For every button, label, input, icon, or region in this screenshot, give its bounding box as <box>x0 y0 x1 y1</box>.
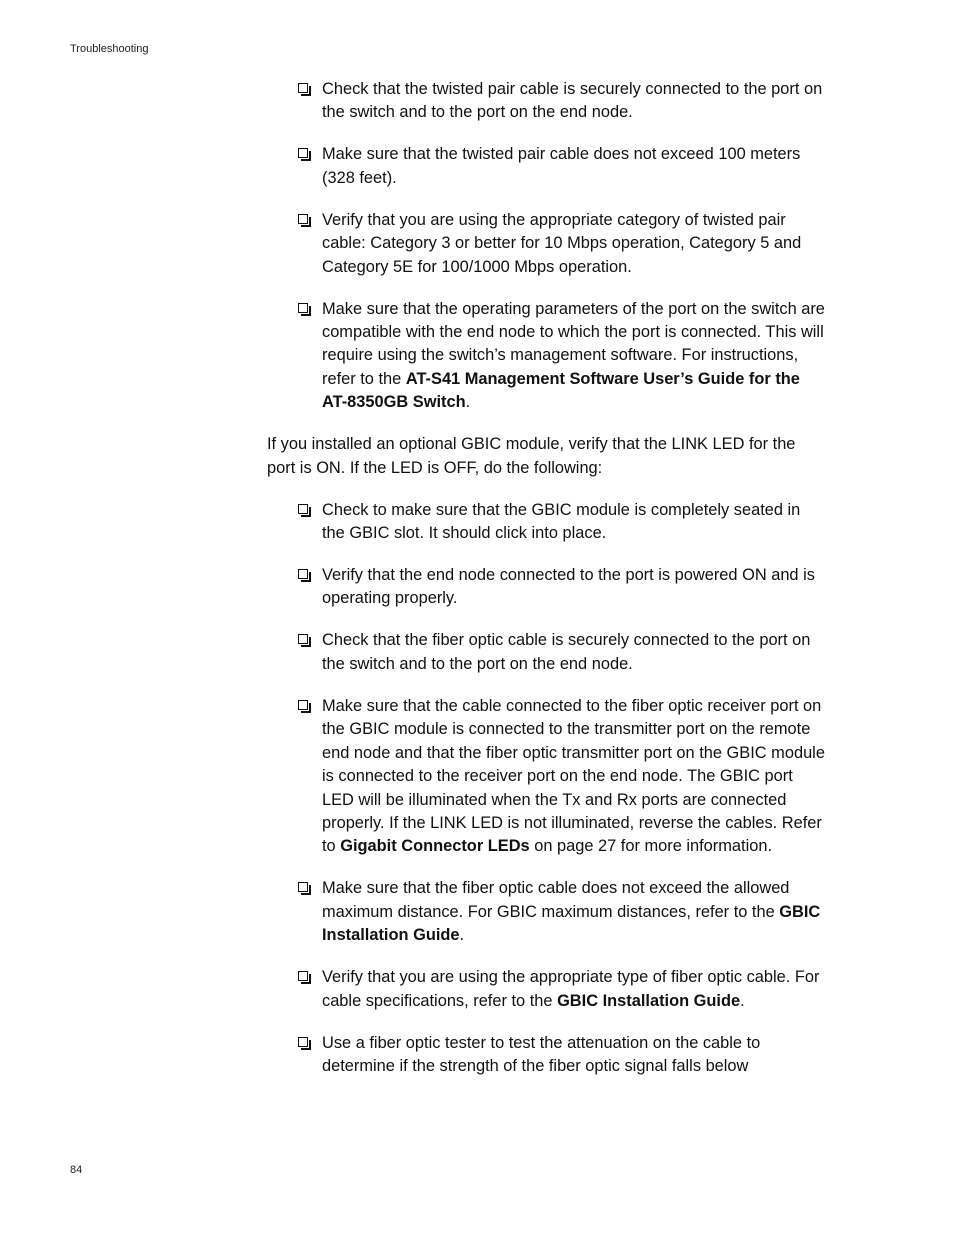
checklist-item <box>267 564 827 611</box>
section-reference: Gigabit Connector LEDs <box>340 837 530 856</box>
checkbox-bullet-icon <box>298 504 308 514</box>
checkbox-bullet-icon <box>298 971 308 981</box>
guide-reference: GBIC Installation Guide <box>322 902 821 945</box>
item-text-end: . <box>465 393 471 412</box>
item-text: Use a fiber optic tester to test the attenuation on the cable to determine if the strength of the fiber optic signal falls below <box>322 1033 761 1075</box>
checklist-item <box>267 966 827 1013</box>
gbic-intro-paragraph: If you installed an optional GBIC module, verify that the LINK LED for the port is ON. If the LED is OFF, do the following: <box>267 435 796 477</box>
checkbox-bullet-icon <box>298 83 308 93</box>
item-text: Check that the fiber optic cable is securely connected to the port on the switch and to the port on the end node. <box>322 631 811 673</box>
checklist-item <box>267 877 827 947</box>
guide-reference: GBIC Installation Guide <box>557 991 741 1010</box>
item-text: Verify that the end node connected to the port is powered ON and is operating properly. <box>322 566 815 608</box>
checkbox-bullet-icon <box>298 148 308 158</box>
checklist-item <box>267 695 827 859</box>
checkbox-bullet-icon <box>298 569 308 579</box>
checklist-item <box>267 298 827 415</box>
item-text: Make sure that the cable connected to the fiber optic receiver port on the GBIC module is connected to the transmitter port on the remote end node and that the fiber optic transmitter port on the GBIC module is connected to the receiver port on the end node. The GBIC port LED will be illuminated when the Tx and Rx ports are connected properly. If the LINK LED is not illuminated, reverse the cables. Refer to <box>322 696 825 856</box>
checkbox-bullet-icon <box>298 634 308 644</box>
checklist-item <box>267 78 827 125</box>
item-text: Make sure that the twisted pair cable does not exceed 100 meters (328 feet). <box>322 145 801 187</box>
checklist-item <box>267 629 827 676</box>
page-body <box>267 78 827 1097</box>
checkbox-bullet-icon <box>298 303 308 313</box>
checklist-item <box>267 1032 827 1079</box>
item-text: Check to make sure that the GBIC module is completely seated in the GBIC slot. It should click into place. <box>322 500 801 543</box>
guide-reference: AT-S41 Management Software User’s Guide for the AT-8350GB Switch <box>322 369 800 412</box>
checklist-item <box>267 499 827 546</box>
running-header: Troubleshooting <box>70 43 149 55</box>
item-text-end: on page 27 for more information. <box>529 837 773 856</box>
checkbox-bullet-icon <box>298 882 308 892</box>
item-text: Check that the twisted pair cable is securely connected to the port on the switch and to the port on the end node. <box>322 80 823 122</box>
item-text: Make sure that the fiber optic cable does not exceed the allowed maximum distance. For GBIC maximum distances, refer to the <box>322 879 790 921</box>
checkbox-bullet-icon <box>298 700 308 710</box>
item-text-end: . <box>459 926 465 945</box>
item-text-end: . <box>740 991 745 1010</box>
checkbox-bullet-icon <box>298 214 308 224</box>
item-text: Verify that you are using the appropriate type of fiber optic cable. For cable specifications, refer to the <box>322 968 820 1010</box>
checklist-item <box>267 209 827 279</box>
item-text: Verify that you are using the appropriate category of twisted pair cable: Category 3 or better for 10 Mbps operation, Category 5 and Category 5E for 100/1000 Mbps operation. <box>322 210 802 276</box>
checkbox-bullet-icon <box>298 1037 308 1047</box>
checklist-item <box>267 143 827 190</box>
item-text: Make sure that the operating parameters of the port on the switch are compatible with the end node to which the port is connected. This will require using the switch’s management software. For instructions, refer to the <box>322 299 825 388</box>
page-number: 84 <box>70 1164 83 1176</box>
